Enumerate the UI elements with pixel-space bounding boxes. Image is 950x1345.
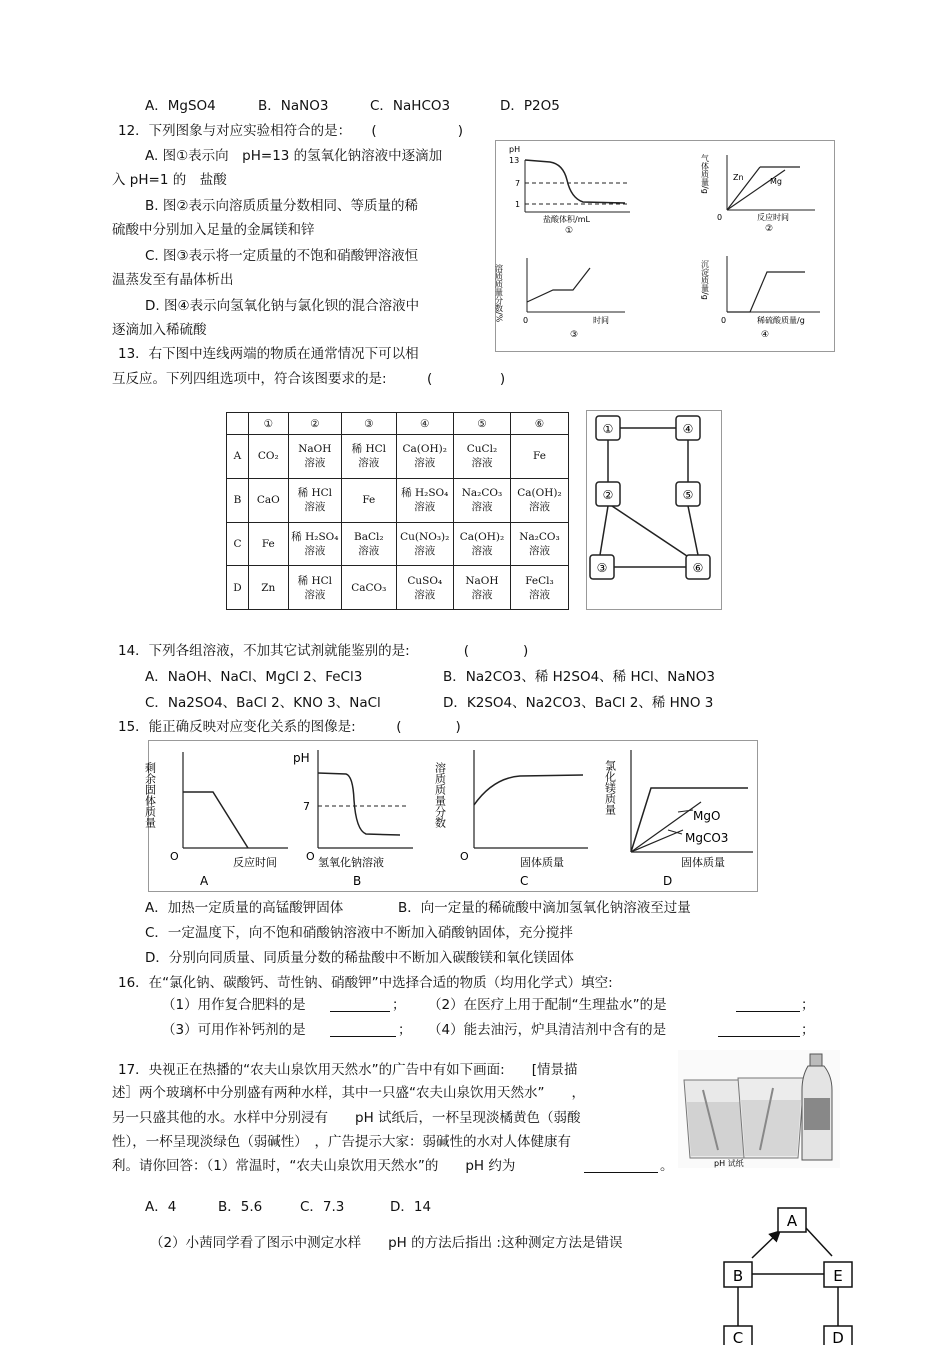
q11-option-b: B．NaNO3 [258,98,329,114]
q14-option-a: A．NaOH、NaCl、MgCl 2、FeCl3 [145,669,363,685]
q15-b-number: B [353,874,362,888]
q13-table-header [227,413,569,435]
q13-cell: 稀 H₂SO₄ 溶液 [288,522,341,566]
q13-cell: Fe [248,522,288,566]
q15-graph-b [293,750,413,888]
q13-node-6-label: ⑥ [692,561,704,575]
q16-part2: （2）在医疗上用于配制“生理盐水”的是 [428,997,667,1013]
q17-ph-blank[interactable] [584,1158,658,1173]
q13-cell: CaO [248,478,288,522]
node-d-label: D [832,1329,844,1345]
q13-node-1 [596,416,620,440]
g2-zn-label: Zn [733,173,744,182]
q15-b-origin: O [306,850,315,863]
g3-number: ③ [570,330,579,340]
g4-number: ④ [761,330,770,340]
q15-option-d: D．分别向同质量、同质量分数的稀盐酸中不断加入碳酸镁和氧化镁固体 [145,950,574,966]
q13-cell: 稀 HCl 溶液 [288,566,341,610]
q12-graph-4 [701,256,821,340]
node-c-label: C [732,1329,744,1345]
q13-node-3-label: ③ [596,561,608,575]
q16-semicolon-3: ； [398,1022,412,1038]
q13-node-4 [676,416,700,440]
g2-number: ② [765,224,774,234]
g1-tick-7: 7 [515,179,521,188]
q13-header-cell: ④ [396,413,453,435]
q15-d-mgco3-label: MgCO3 [685,831,729,845]
q11-option-d: D．P2O5 [500,98,560,114]
q12-option-d-line2: 逐滴加入稀硫酸 [112,322,207,338]
q12-option-a-line2: 入 pH=1 的 盐酸 [112,172,227,188]
q13-stem-line1: 13．右下图中连线两端的物质在通常情况下可以相 [118,346,419,362]
q13-cell: NaOH 溶液 [288,435,341,479]
q12-option-a-line1: A. 图①表示向 pH=13 的氢氧化钠溶液中逐滴加 [145,148,443,164]
q16-semicolon-4: ； [801,1022,815,1038]
q16-part3: （3）可用作补钙剂的是 [162,1022,306,1038]
q13-cell: FeCl₃ 溶液 [510,566,568,610]
node-b [724,1262,752,1287]
q15-d-mgo-label: MgO [693,809,721,823]
q12-option-c-line2: 温蒸发至有晶体析出 [112,272,234,288]
q12-graph-2 [701,153,816,234]
q15-a-xlabel: 反应时间 [233,856,277,869]
q13-cell: Fe [510,435,568,479]
q15-b-tick-7: 7 [303,800,310,813]
water-glasses-photo [678,1050,840,1168]
q17-line1: 17．央视正在热播的“农夫山泉饮用天然水”的广告中有如下画面: [情景描 [118,1062,578,1078]
q15-graph-c [434,750,589,888]
q15-c-number: C [520,874,529,888]
q13-cell: D [227,566,249,610]
q13-cell: NaOH 溶液 [453,566,510,610]
q13-table [226,412,569,610]
q13-table-row [227,522,569,566]
g2-ylabel: 气体质量/g [700,154,710,194]
glass-right-icon [738,1078,804,1158]
q16-semicolon-1: ； [392,997,406,1013]
letter-network-diagram [720,1204,862,1345]
q12-stem: 12．下列图象与对应实验相符合的是： ( ) [118,123,463,139]
g3-ylabel: 溶质质量分数/% [494,264,504,323]
q15-c-origin: O [460,850,469,863]
q16-stem: 16．在“氯化钠、碳酸钙、苛性钠、硝酸钾”中选择合适的物质（均用化学式）填空: [118,975,613,991]
q13-node-1-label: ① [602,422,614,436]
q13-cell: 稀 H₂SO₄ 溶液 [396,478,453,522]
q12-graphs-figure [495,140,835,352]
g1-number: ① [565,226,574,236]
q13-header-cell [227,413,249,435]
g1-xlabel: 盐酸体积/mL [543,215,590,224]
q17-line2: 述］两个玻璃杯中分别盛有两种水样，其中一只盛“农夫山泉饮用天然水” ， [112,1085,585,1101]
q13-cell: BaCl₂ 溶液 [342,522,396,566]
q12-option-b-line2: 硫酸中分别加入足量的金属镁和锌 [112,222,315,238]
q15-b-xlabel: 氢氧化钠溶液 [318,856,384,869]
q13-network-diagram [586,410,722,610]
q13-table-row [227,566,569,610]
g2-origin: 0 [717,213,723,222]
q15-option-b: B．向一定量的稀硫酸中滴加氢氧化钠溶液至过量 [398,900,691,916]
q16-blank-2[interactable] [736,997,800,1012]
q13-cell: 稀 HCl 溶液 [342,435,396,479]
node-e [824,1262,852,1287]
g2-mg-label: Mg [770,177,782,186]
q15-option-c: C．一定温度下，向不饱和硝酸钠溶液中不断加入硝酸钠固体，充分搅拌 [145,925,573,941]
q17-option-c: C．7.3 [300,1199,345,1215]
q13-node-3 [590,555,614,579]
q17-option-d: D．14 [390,1199,432,1215]
q16-part1: （1）用作复合肥料的是 [162,997,306,1013]
q17-line5: 利。请你回答：（1）常温时，“农夫山泉饮用天然水”的 pH 约为 [112,1158,516,1174]
node-a [778,1208,806,1232]
g3-origin: 0 [523,316,529,325]
node-e-label: E [833,1267,843,1285]
q15-a-origin: O [170,850,179,863]
q13-header-cell: ③ [342,413,396,435]
q13-cell: A [227,435,249,479]
q13-table-row [227,478,569,522]
q13-node-5 [676,482,700,506]
q13-table-row [227,435,569,479]
q13-cell: CuCl₂ 溶液 [453,435,510,479]
q13-node-5-label: ⑤ [682,488,694,502]
g3-xlabel: 时间 [593,316,609,325]
q12-option-c-line1: C. 图③表示将一定质量的不饱和硝酸钾溶液恒 [145,248,419,264]
q13-cell: CaCO₃ [342,566,396,610]
g2-xlabel: 反应时间 [757,213,789,222]
q13-stem-line2: 互反应。下列四组选项中，符合该图要求的是: ( ) [112,371,506,387]
g1-ylabel: pH [509,145,521,154]
q13-cell: 稀 HCl 溶液 [288,478,341,522]
q13-cell: CuSO₄ 溶液 [396,566,453,610]
q15-d-ylabel: 氯化镁质量 [603,760,617,815]
g4-xlabel: 稀硫酸质量/g [757,316,805,325]
node-d [824,1326,852,1345]
q15-a-ylabel: 剩余固体质量 [143,762,157,828]
q13-cell: Na₂CO₃ 溶液 [510,522,568,566]
q16-blank-4[interactable] [718,1022,800,1037]
q13-node-4-label: ④ [682,422,694,436]
q13-cell: B [227,478,249,522]
q16-blank-1[interactable] [330,997,390,1012]
q15-stem: 15．能正确反映对应变化关系的图像是: ( ) [118,719,461,735]
q13-cell: Ca(OH)₂ 溶液 [396,435,453,479]
q15-graph-a [144,752,289,888]
g4-origin: 0 [721,316,727,325]
g1-tick-13: 13 [509,156,520,165]
q13-cell: Cu(NO₃)₂ 溶液 [396,522,453,566]
q13-header-cell: ① [248,413,288,435]
q15-c-xlabel: 固体质量 [520,856,564,869]
q13-cell: Ca(OH)₂ 溶液 [453,522,510,566]
q12-option-d-line1: D. 图④表示向氢氧化钠与氯化钡的混合溶液中 [145,298,420,314]
q13-cell: Zn [248,566,288,610]
q16-blank-3[interactable] [330,1022,396,1037]
q13-header-cell: ⑥ [510,413,568,435]
q16-semicolon-2: ； [801,997,815,1013]
q15-d-number: D [663,874,673,888]
node-a-label: A [786,1212,798,1230]
q17-option-b: B．5.6 [218,1199,263,1215]
q13-cell: CO₂ [248,435,288,479]
node-c [724,1326,752,1345]
q15-d-xlabel: 固体质量 [681,856,725,869]
q11-option-c: C．NaHCO3 [370,98,451,114]
node-b-label: B [732,1267,744,1285]
q15-a-number: A [200,874,209,888]
q15-c-ylabel: 溶质质量分数 [433,762,447,828]
q14-option-c: C．Na2SO4、BaCl 2、KNO 3、NaCl [145,695,381,711]
q15-graph-d [604,750,754,888]
q13-cell: C [227,522,249,566]
q17-part2: （2）小茜同学看了图示中测定水样 pH 的方法后指出 :这种测定方法是错误 [150,1235,623,1251]
q17-line3: 另一只盛其他的水。水样中分别浸有 pH 试纸后，一杯呈现淡橘黄色（弱酸 [112,1110,581,1126]
ph-paper-label: pH 试纸 [714,1159,744,1168]
q17-option-a: A．4 [145,1199,177,1215]
q17-line5-end: 。 [660,1158,674,1174]
g4-ylabel: 沉淀质量/g [700,260,710,300]
q12-graph-1 [509,145,630,236]
q15-b-ylabel: pH [293,751,310,765]
q13-node-2-label: ② [602,488,614,502]
q15-option-a: A．加热一定质量的高锰酸钾固体 [145,900,344,916]
q13-cell: Ca(OH)₂ 溶液 [510,478,568,522]
q13-header-cell: ⑤ [453,413,510,435]
q14-stem: 14．下列各组溶液，不加其它试剂就能鉴别的是: ( ) [118,643,529,659]
q12-option-b-line1: B. 图②表示向溶质质量分数相同、等质量的稀 [145,198,418,214]
q13-cell: Fe [342,478,396,522]
q11-option-a: A．MgSO4 [145,98,216,114]
q13-node-2 [596,482,620,506]
q13-header-cell: ② [288,413,341,435]
q16-part4: （4）能去油污，炉具清洁剂中含有的是 [428,1022,667,1038]
q15-graphs-figure [143,740,758,892]
q13-cell: Na₂CO₃ 溶液 [453,478,510,522]
q12-graph-3 [495,258,626,340]
q13-node-6 [686,555,710,579]
q14-option-d: D．K2SO4、Na2CO3、BaCl 2、稀 HNO 3 [443,695,714,711]
g1-tick-1: 1 [515,200,521,209]
q17-line4: 性），一杯呈现淡绿色（弱碱性） ，广告提示大家：弱碱性的水对人体健康有 [112,1134,571,1150]
q14-option-b: B．Na2CO3、稀 H2SO4、稀 HCl、NaNO3 [443,669,715,685]
